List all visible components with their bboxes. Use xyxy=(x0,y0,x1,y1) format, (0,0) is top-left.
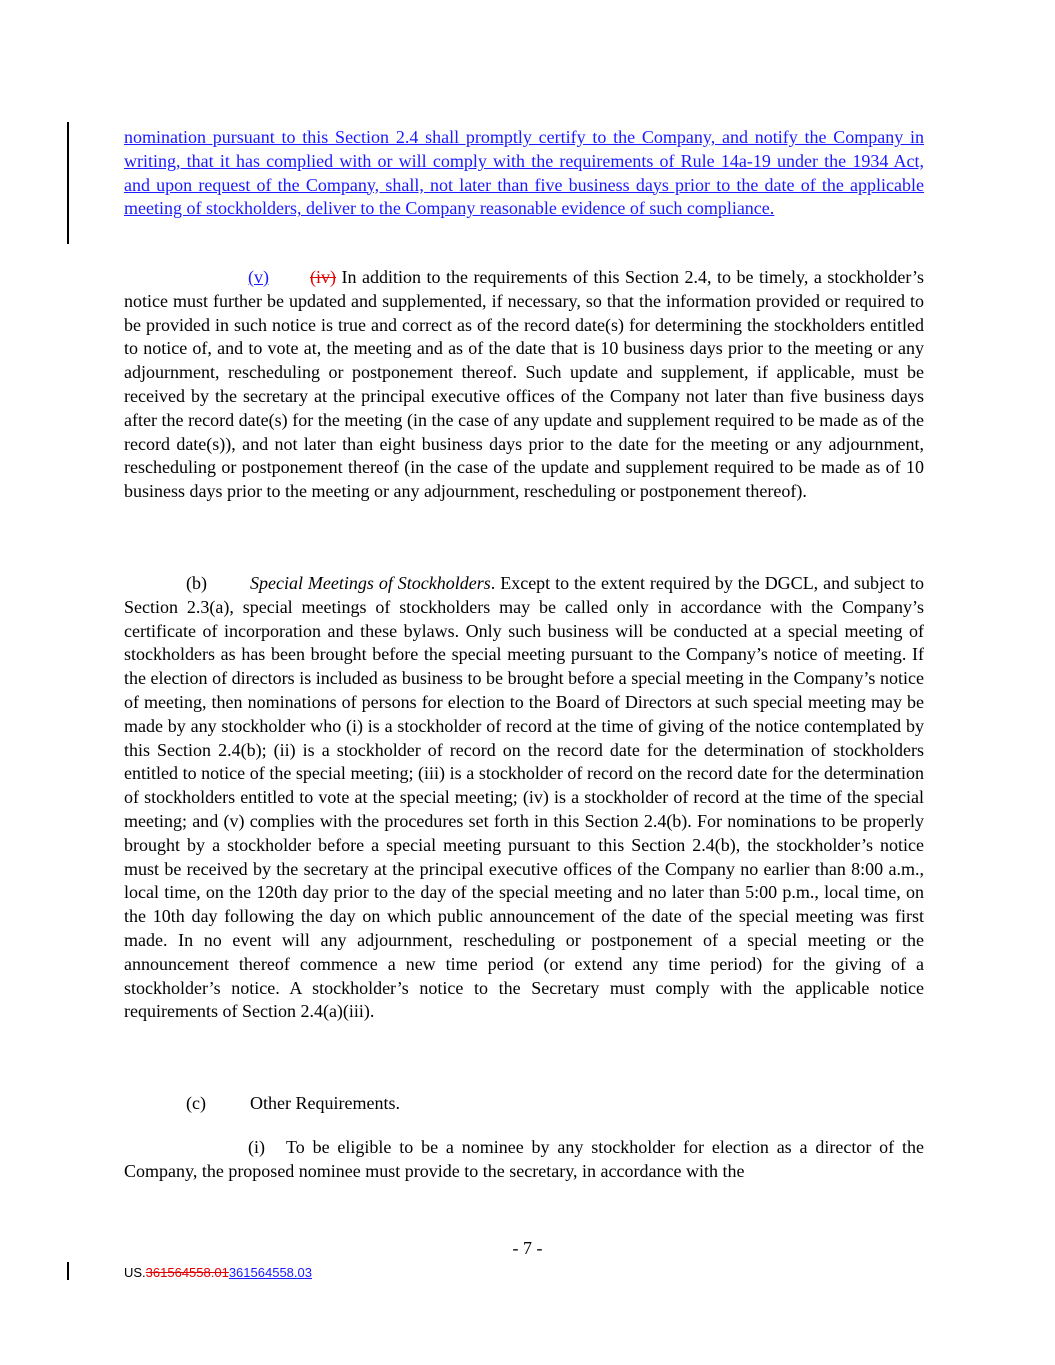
paragraph-i xyxy=(124,1136,924,1184)
document-id-prefix: US. xyxy=(124,1265,146,1280)
paragraph-b-text: . Except to the extent required by the DGCL, and subject to Section 2.3(a), special meetings of stockholders may be called only in accordance with the Company’s certificate of incorporation and these bylaws. Only such business will be conducted at a special meeting of stockholders as has been brought before the special meeting pursuant to the Company’s notice of meeting. If the election of directors is included as business to be brought before a special meeting in the Company’s notice of meeting, then nominations of persons for election to the Board of Directors at such special meeting may be made by any stockholder who (i) is a stockholder of record at the time of giving of the notice contemplated by this Section 2.4(b); (ii) is a stockholder of record on the record date for the determination of stockholders entitled to notice of the special meeting; (iii) is a stockholder of record on the record date for the determination of stockholders entitled to vote at the special meeting; (iv) is a stockholder of record at the time of the special meeting; and (v) complies with the procedures set forth in this Section 2.4(b). For nominations to be properly brought by a stockholder before a special meeting pursuant to this Section 2.4(b), the stockholder’s notice must be received by the secretary at the principal executive offices of the Company no earlier than 8:00 a.m., local time, on the 120th day prior to the day of the special meeting and no later than 5:00 p.m., local time, on the 10th day following the day on which public announcement of the date of the special meeting was first made. In no event will any adjournment, rescheduling or postponement of a special meeting or the announcement thereof commence a new time period (or extend any time period) for the giving of a stockholder’s notice. A stockholder’s notice to the Secretary must comply with the applicable notice requirements of Section 2.4(a)(iii). xyxy=(124,573,924,1022)
revision-bar-footer xyxy=(67,1262,69,1280)
marker-i: (i) xyxy=(248,1137,265,1157)
document-id-deleted: 361564558.01 xyxy=(145,1265,229,1280)
paragraph-i-text: To be eligible to be a nominee by any stockholder for election as a director of the Company, the proposed nominee must provide to the secretary, in accordance with the xyxy=(124,1137,924,1181)
paragraph-continuation xyxy=(124,126,924,221)
marker-c: (c) xyxy=(186,1093,206,1113)
heading-special-meetings: Special Meetings of Stockholders xyxy=(250,573,491,593)
paragraph-c-text: Other Requirements. xyxy=(250,1093,400,1113)
paragraph-v xyxy=(124,266,924,504)
paragraph-c xyxy=(124,1092,924,1116)
marker-b: (b) xyxy=(186,573,207,593)
page-number: - 7 - xyxy=(512,1238,543,1258)
document-id xyxy=(124,1265,312,1280)
paragraph-v-text: In addition to the requirements of this Section 2.4, to be timely, a stockholder’s notice must further be updated and supplemented, if necessary, so that the information provided or required to be provided in such notice is true and correct as of the record date(s) for determining the stockholders entitled to notice of, and to vote at, the meeting and as of the date that is 10 business days prior to the meeting or any adjournment, rescheduling or postponement thereof. Such update and supplement, if applicable, must be received by the secretary at the principal executive offices of the Company not later than five business days after the record date(s) for the meeting (in the case of any update and supplement required to be made as of the record date(s)), and not later than eight business days prior to the date for the meeting or any adjournment, rescheduling or postponement thereof (in the case of the update and supplement required to be made as of 10 business days prior to the meeting or any adjournment, rescheduling or postponement thereof). xyxy=(124,267,925,502)
inserted-text: nomination pursuant to this Section 2.4 shall promptly certify to the Company, and notify the Company in writing, that it has complied with or will comply with the requirements of Rule 14a-19 under the 1934 Act, and upon request of the Company, shall, not later than five business days prior to the date of the applicable meeting of stockholders, deliver to the Company reasonable evidence of such compliance. xyxy=(124,127,924,219)
paragraph-b xyxy=(124,572,924,1024)
revision-bar-top xyxy=(67,122,69,244)
marker-inserted: (v) xyxy=(248,267,269,287)
marker-deleted: (iv) xyxy=(310,267,336,287)
document-id-inserted: 361564558.03 xyxy=(228,1265,312,1280)
